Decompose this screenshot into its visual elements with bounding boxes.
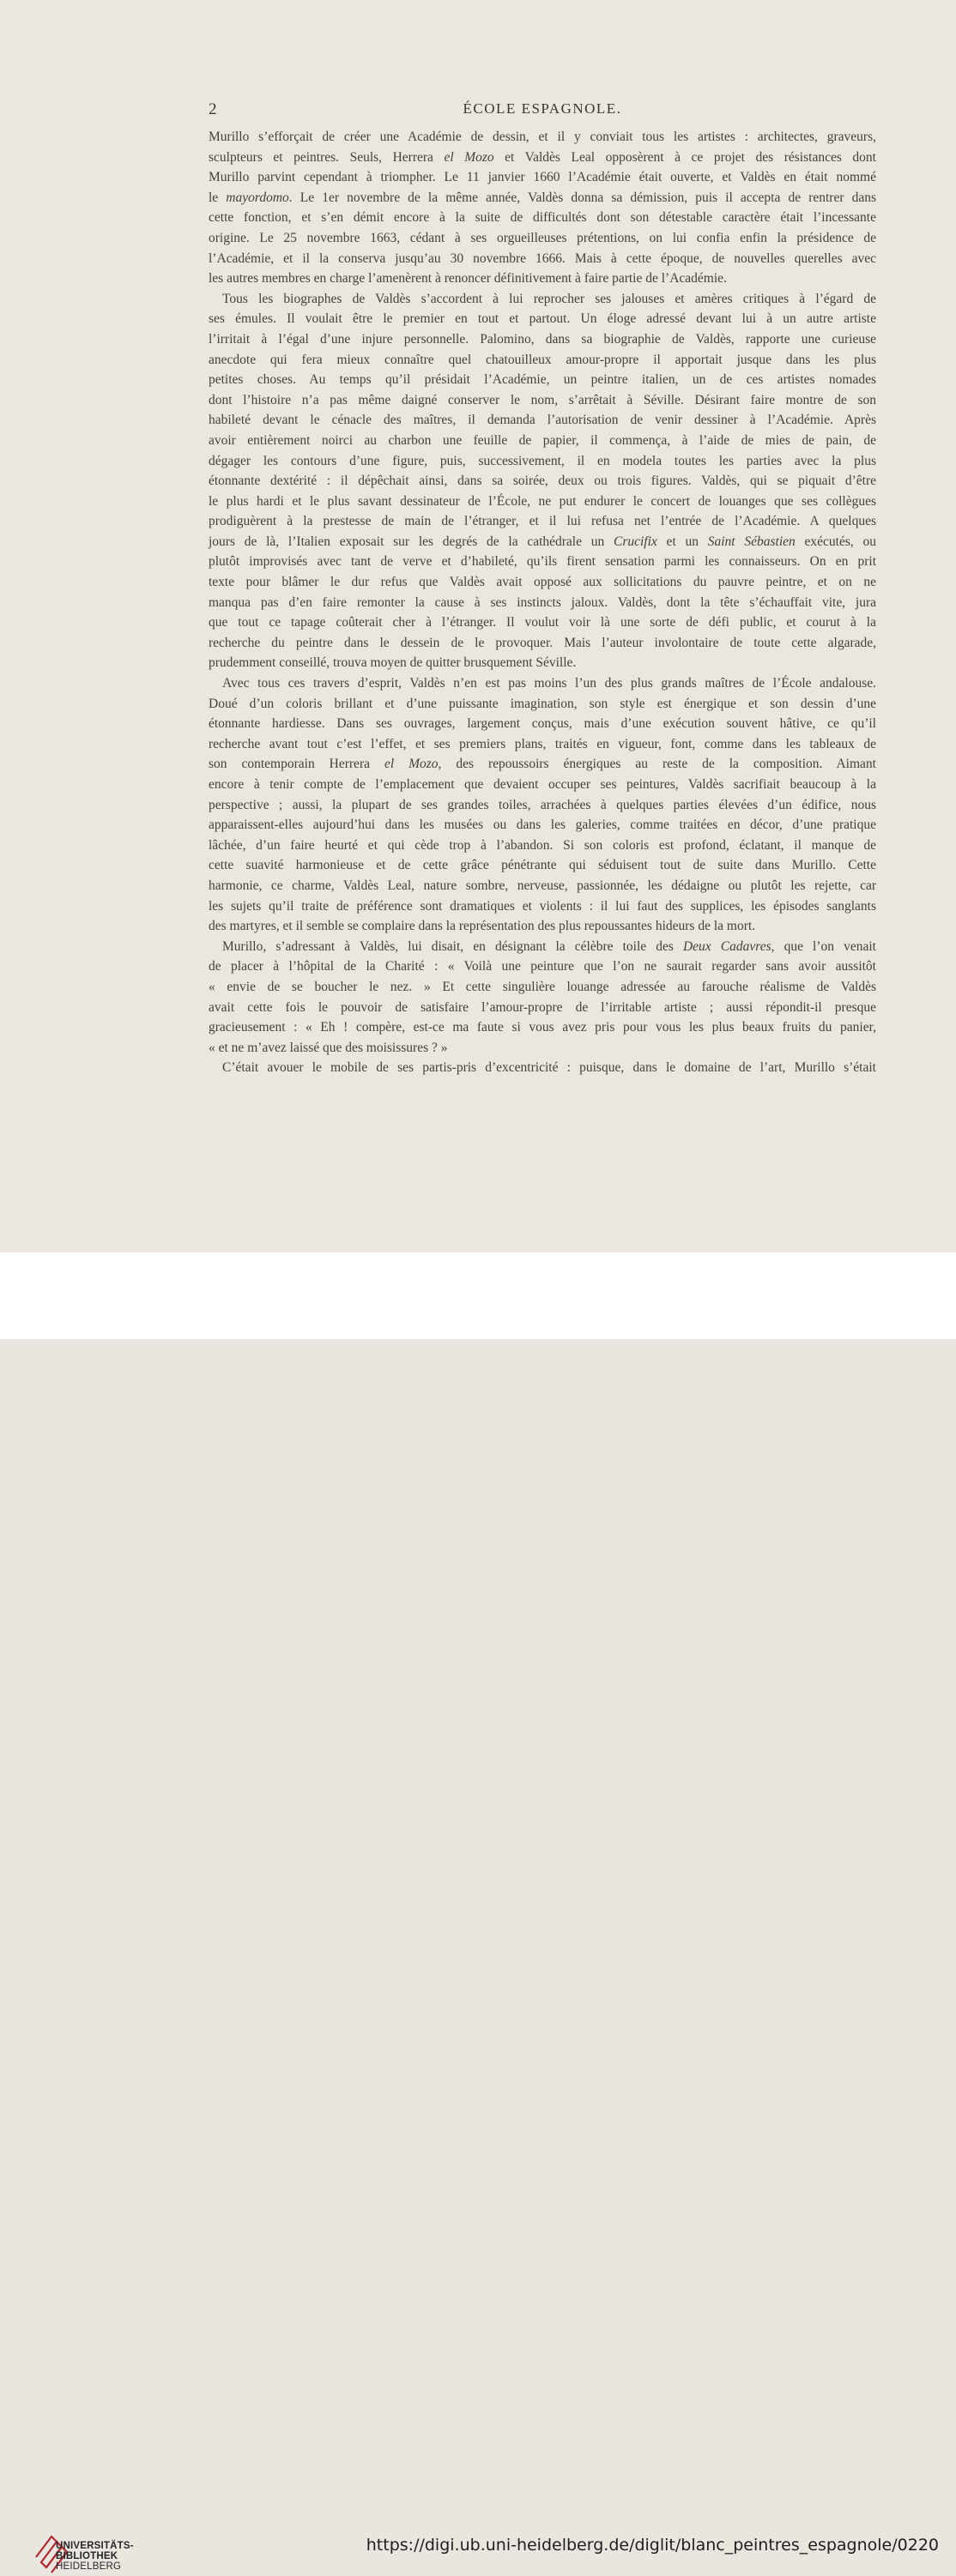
institution-line-3: HEIDELBERG [56,2561,122,2572]
text-line: habileté devant le cénacle des maîtres, il demanda l’autorisation de venir dessiner à l’Académie. Après [209,413,876,428]
text-line: le plus hardi et le plus savant dessinateur de l’École, ne put endurer le concert de louanges que ses collègues [209,493,876,509]
text-line: les autres membres en charge l’amenèrent à renoncer définitivement à faire partie de l’Académie. [209,271,727,287]
text-line: sculpteurs et peintres. Seuls, Herrera el Mozo et Valdès Leal opposèrent à ce projet des résistances dont [209,149,876,165]
text-line: harmonie, ce charme, Valdès Leal, nature sombre, nerveuse, passionnée, les dédaigne ou plutôt les rejette, car [209,878,876,893]
text-line: plutôt improvisés avec tant de verve et d’habileté, qu’ils firent sensation parmi les connaisseurs. On en prit [209,554,876,570]
running-title: ÉCOLE ESPAGNOLE. [463,100,622,117]
text-line: l’Académie, et il la conserva jusqu’au 30 novembre 1666. Mais à cette époque, de nouvelles querelles avec [209,250,876,266]
text-line: cette fonction, et s’en démit encore à la suite de difficultés dont son détestable caractère était l’incessante [209,210,876,226]
text-line: son contemporain Herrera el Mozo, des repoussoirs énergiques au reste de la composition. Aimant [209,757,876,772]
text-line: prodiguèrent à la prestesse de main de l’étranger, et il lui refusa net l’entrée de l’Académie. A quelques [209,514,876,529]
text-line: Murillo, s’adressant à Valdès, lui disait, en désignant la célèbre toile des Deux Cadavres, que l’on venait [222,938,876,954]
text-line: Murillo s’efforçait de créer une Académie de dessin, et il y conviait tous les artistes : architectes, graveurs, [209,130,876,144]
text-line: perspective ; aussi, la plupart de ses grandes toiles, arrachées à quelques parties élevées d’un édifice, nous [209,797,876,812]
footer-bar [0,1252,956,2572]
text-line: de placer à l’hôpital de la Charité : « Voilà une peinture que l’on ne saurait regarder sans avoir aussitôt [209,959,876,974]
text-line: C’était avouer le mobile de ses partis-pris d’excentricité : puisque, dans le domaine de l’art, Murillo s’était [222,1060,876,1076]
page-number: 2 [209,100,217,118]
text-line: recherche du peintre dans le dessein de le provoquer. Mais l’auteur involontaire de toute cette algarade, [209,635,876,650]
text-line: étonnante dextérité : il dépêchait ainsi, dans sa soirée, deux ou trois figures. Valdès, qui se piquait d’être [209,474,876,489]
institution-line-1: UNIVERSITÄTS- [56,2541,134,2551]
text-line: l’irritait à l’égal d’une injure personnelle. Palomino, dans sa biographie de Valdès, rapporte une curieuse [209,331,876,347]
text-line: origine. Le 25 novembre 1663, cédant à ses orgueilleuses prétentions, on lui confia enfin la présidence de [209,230,876,245]
scanned-page [0,0,956,1252]
text-line: ses émules. Il voulait être le premier en tout et partout. Un éloge adressé devant lui à un autre artiste [209,311,876,327]
text-line: Doué d’un coloris brillant et d’une puissante imagination, son style est énergique et son dessin d’une [209,696,876,711]
text-line: encore à tenir compte de l’emplacement que devaient occuper ses peintures, Valdès sacrifiait beaucoup à la [209,777,876,792]
text-line: manqua pas d’en faire remonter la cause à ses instincts jaloux. Valdès, dont la tête s’échauffait vite, jura [209,594,876,610]
text-line: avait cette fois le pouvoir de satisfaire l’amour-propre de l’irritable artiste ; aussi répondit-il presque [209,999,876,1015]
institution-line-2: BIBLIOTHEK [56,2551,118,2561]
text-line: Avec tous ces travers d’esprit, Valdès n’en est pas moins l’un des plus grands maîtres de l’École andalouse. [222,676,876,691]
text-line: « envie de se boucher le nez. » Et cette singulière louange adressée au farouche réalisme de Valdès [209,979,876,994]
text-line: le mayordomo. Le 1er novembre de la même année, Valdès donna sa démission, puis il accepta de rentrer dans [209,190,877,205]
text-line: Tous les biographes de Valdès s’accordent à lui reprocher ses jalouses et amères critiques à l’égard de [222,291,876,306]
institution-name [56,2541,134,2572]
text-line: dégager les contours d’une figure, puis, successivement, il en modela toutes les parties avec la plus [209,453,876,468]
text-line: jours de là, l’Italien exposait sur les degrés de la cathédrale un Crucifix et un Saint Sébastien exécutés, ou [209,534,876,549]
permalink-url[interactable]: https://digi.ub.uni-heidelberg.de/diglit/blanc_peintres_espagnole/0220 [366,2536,939,2555]
text-line: dont l’histoire n’a pas même daigné conserver le nom, s’arrêtait à Séville. Désirant faire montre de son [209,392,876,407]
text-line: gracieusement : « Eh ! compère, est-ce ma faute si vous avez pris pour vous les plus beaux fruits du panier, [209,1020,876,1035]
text-line: apparaissent-elles aujourd’hui dans les musées ou dans les galeries, comme traitées en décor, d’une pratique [209,817,876,833]
body-text [209,127,876,1078]
text-line: anecdote qui fera mieux connaître quel chatouilleux amour-propre il apportait jusque dans les plus [209,352,876,367]
text-line: avoir entièrement noirci au charbon une feuille de papier, il commença, à l’aide de mies de pain, de [209,432,876,448]
text-line: prudemment conseillé, trouva moyen de quitter brusquement Séville. [209,655,577,671]
text-line: des martyres, et il semble se complaire dans la représentation des plus repoussantes hideurs de la mort. [209,919,756,934]
text-line: petites choses. Au temps qu’il présidait l’Académie, un peintre italien, un de ces artistes nomades [209,372,876,388]
running-header [209,100,876,121]
text-line: Murillo parvint cependant à triompher. Le 11 janvier 1660 l’Académie était ouverte, et Valdès en était nommé [209,170,876,185]
text-line: lâchée, d’un faire heurté et qui cède trop à l’abandon. Si son coloris est profond, éclatant, il manque de [209,837,876,853]
text-line: « et ne m’avez laissé que des moisissures ? » [209,1040,448,1055]
text-line: cette suavité harmonieuse et de cette grâce pénétrante qui séduisent tout de suite dans Murillo. Cette [209,858,876,873]
text-line: recherche avant tout c’est l’effet, et ses premiers plans, traités en vigueur, font, comme dans les tableaux de [209,736,876,751]
text-line: texte pour blâmer le dur refus que Valdès avait opposé aux sollicitations du pauvre peintre, et on ne [209,575,876,590]
text-line: les sujets qu’il traite de préférence sont dramatiques et violents : il lui faut des supplices, les épisodes sanglants [209,898,876,914]
text-line: que tout ce tapage coûterait cher à l’étranger. Il voulut voir là une sorte de défi public, et courut à la [209,615,876,630]
text-line: étonnante hardiesse. Dans ses ouvrages, largement conçus, mais d’une exécution souvent hâtive, ce qu’il [209,716,876,732]
